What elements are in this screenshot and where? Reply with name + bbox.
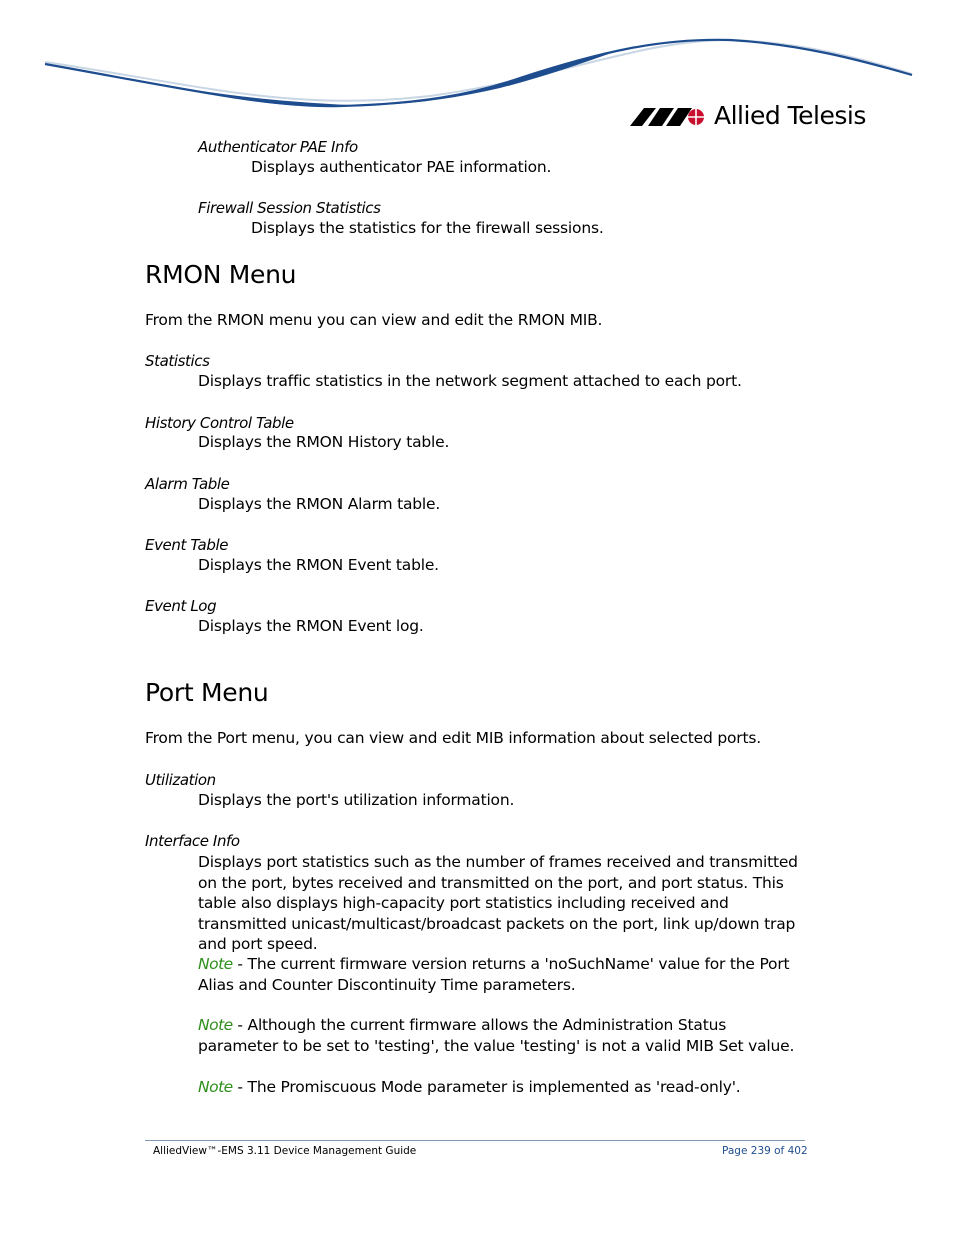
footer-page-number: Page 239 of 402 xyxy=(722,1145,808,1157)
desc-event-log: Displays the RMON Event log. xyxy=(198,617,424,635)
logo-mark-icon xyxy=(630,100,708,132)
rmon-menu-heading: RMON Menu xyxy=(145,260,297,289)
note-label: Note xyxy=(198,1078,233,1096)
note-text: - Although the current firmware allows the Administration Status parameter to be set to 'testing', the value 'testing' is not a valid MIB Set value. xyxy=(198,1016,795,1055)
note-1 xyxy=(198,954,810,995)
term-event-log: Event Log xyxy=(145,597,217,615)
rmon-intro: From the RMON menu you can view and edit the RMON MIB. xyxy=(145,311,603,329)
note-text: - The Promiscuous Mode parameter is implemented as 'read-only'. xyxy=(232,1078,741,1096)
port-menu-heading: Port Menu xyxy=(145,678,269,707)
note-text: - The current firmware version returns a 'noSuchName' value for the Port Alias and Counter Discontinuity Time parameters. xyxy=(198,955,790,994)
term-history-control-table: History Control Table xyxy=(145,414,294,432)
term-statistics: Statistics xyxy=(145,352,210,370)
note-2 xyxy=(198,1015,810,1056)
note-label: Note xyxy=(198,1016,233,1034)
port-intro: From the Port menu, you can view and edit MIB information about selected ports. xyxy=(145,729,761,747)
term-alarm-table: Alarm Table xyxy=(145,475,230,493)
footer-guide-title: AlliedView™-EMS 3.11 Device Management Guide xyxy=(153,1145,417,1157)
footer-divider xyxy=(145,1140,805,1141)
term-interface-info: Interface Info xyxy=(145,832,240,850)
term-utilization: Utilization xyxy=(145,771,216,789)
desc-interface-info: Displays port statistics such as the number of frames received and transmitted on the port, bytes received and transmitted on the port, and port status. This table also displays high-capacity port statistics including received and transmitted unicast/multicast/broadcast packets on the port, link up/down trap and port speed. xyxy=(198,853,798,953)
desc-firewall-session-statistics: Displays the statistics for the firewall sessions. xyxy=(251,219,604,237)
allied-telesis-logo xyxy=(630,100,866,132)
desc-utilization: Displays the port's utilization information. xyxy=(198,791,515,809)
desc-statistics: Displays traffic statistics in the network segment attached to each port. xyxy=(198,372,742,390)
term-event-table: Event Table xyxy=(145,536,229,554)
logo-text: Allied Telesis xyxy=(714,101,866,130)
desc-event-table: Displays the RMON Event table. xyxy=(198,556,439,574)
note-label: Note xyxy=(198,955,233,973)
note-3 xyxy=(198,1077,810,1098)
term-authenticator-pae-info: Authenticator PAE Info xyxy=(198,138,358,156)
desc-alarm-table: Displays the RMON Alarm table. xyxy=(198,495,441,513)
desc-history-control-table: Displays the RMON History table. xyxy=(198,433,450,451)
term-firewall-session-statistics: Firewall Session Statistics xyxy=(198,199,381,217)
desc-authenticator-pae-info: Displays authenticator PAE information. xyxy=(251,158,552,176)
